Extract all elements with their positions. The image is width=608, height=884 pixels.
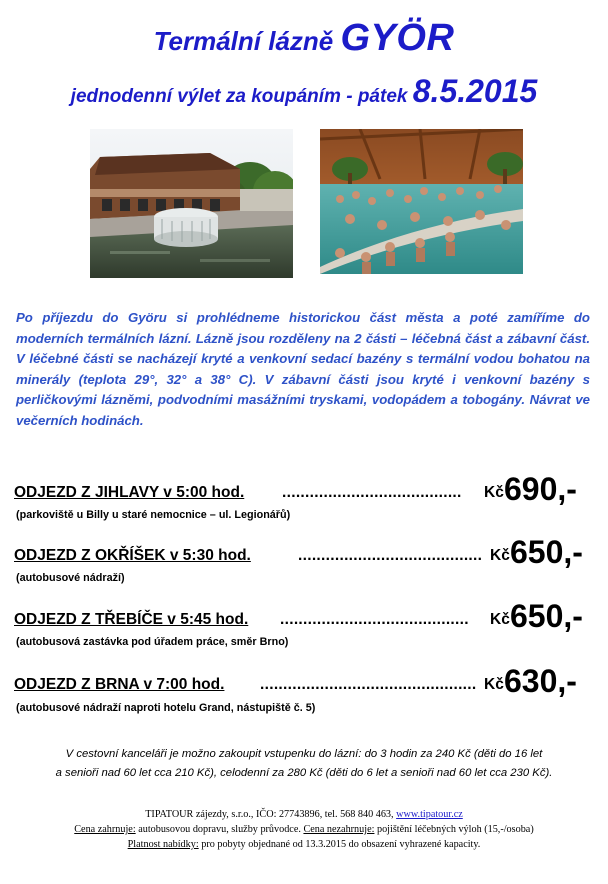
footer — [0, 807, 608, 852]
subtitle-prefix: jednodenní výlet za koupáním - pátek — [70, 86, 408, 107]
departure-row — [14, 654, 594, 700]
departure-note: (autobusové nádraží) — [16, 572, 125, 584]
currency-label: Kč — [484, 484, 504, 501]
title-city: GYÖR — [340, 17, 455, 59]
ticket-info-line: a senioři nad 60 let cca 210 Kč), celodenní za 280 Kč (děti do 6 let a senioři nad 60 let cca 230 Kč). — [55, 767, 553, 779]
leader-dots: ........................................ — [298, 547, 483, 564]
excluded-label: Cena nezahrnuje: — [303, 824, 375, 835]
trip-date: 8.5.2015 — [412, 73, 538, 109]
indoor-pool-photo — [320, 129, 523, 274]
validity-line — [0, 837, 608, 852]
title-prefix: Termální lázně — [153, 26, 334, 56]
ticket-info-line: V cestovní kanceláři je možno zakoupit vstupenku do lázní: do 3 hodin za 240 Kč (děti do 16 let — [65, 748, 543, 760]
page-title — [0, 14, 608, 65]
departure-row — [14, 525, 594, 571]
company-line — [0, 807, 608, 822]
validity-label: Platnost nabídky: — [127, 839, 199, 850]
departure-price: 690,- — [504, 471, 577, 507]
departure-row — [14, 462, 594, 508]
excluded-text: pojištění léčebných výloh (15,-/osoba) — [376, 824, 534, 835]
departure-route: ODJEZD Z TŘEBÍČE v 5:45 hod. — [14, 611, 249, 628]
leader-dots: ......................................... — [280, 611, 469, 628]
leader-dots: ....................................... — [282, 484, 462, 501]
departure-row — [14, 589, 594, 635]
ticket-info — [0, 745, 608, 783]
leader-dots: ............................................... — [260, 676, 477, 693]
departure-route: ODJEZD Z JIHLAVY v 5:00 hod. — [14, 484, 245, 501]
departure-note: (parkoviště u Billy u staré nemocnice – ul. Legionářů) — [16, 509, 291, 521]
departure-price: 650,- — [510, 598, 583, 634]
price-terms-line — [0, 822, 608, 837]
company-info: TIPATOUR zájezdy, s.r.o., IČO: 27743896, tel. 568 840 463, — [145, 809, 394, 820]
departure-route: ODJEZD Z BRNA v 7:00 hod. — [14, 676, 225, 693]
departure-price: 630,- — [504, 663, 577, 699]
trip-description: Po příjezdu do Györu si prohlédneme historickou část města a poté zamíříme do moderních termálních lázní. Lázně jsou rozděleny na 2 části – léčebná část a zábavní část. V léčebné části se nacházejí kryté a venkovní sedací bazény s termální vodou bohatou na minerály (teplota 29°, 32° a 38° C). V zábavní části jsou kryté i venkovní bazény s perličkovými lázněmi, podvodními masážními tryskami, vodopádem a tobogány. Návrat ve večerních hodinách. — [16, 310, 590, 428]
departure-route: ODJEZD Z OKŘÍŠEK v 5:30 hod. — [14, 547, 251, 564]
currency-label: Kč — [484, 676, 504, 693]
included-text: autobusovou dopravu, služby průvodce. — [138, 824, 301, 835]
included-label: Cena zahrnuje: — [74, 824, 136, 835]
departure-note: (autobusové nádraží naproti hotelu Grand, nástupiště č. 5) — [16, 702, 316, 714]
departure-note: (autobusová zastávka pod úřadem práce, směr Brno) — [16, 636, 289, 648]
departure-price: 650,- — [510, 534, 583, 570]
validity-text: pro pobyty objednané od 13.3.2015 do obsazení vyhrazené kapacity. — [201, 839, 481, 850]
spa-exterior-photo — [90, 129, 293, 278]
currency-label: Kč — [490, 547, 510, 564]
currency-label: Kč — [490, 611, 510, 628]
page-subtitle — [0, 71, 608, 117]
website-link[interactable]: www.tipatour.cz — [396, 809, 463, 820]
